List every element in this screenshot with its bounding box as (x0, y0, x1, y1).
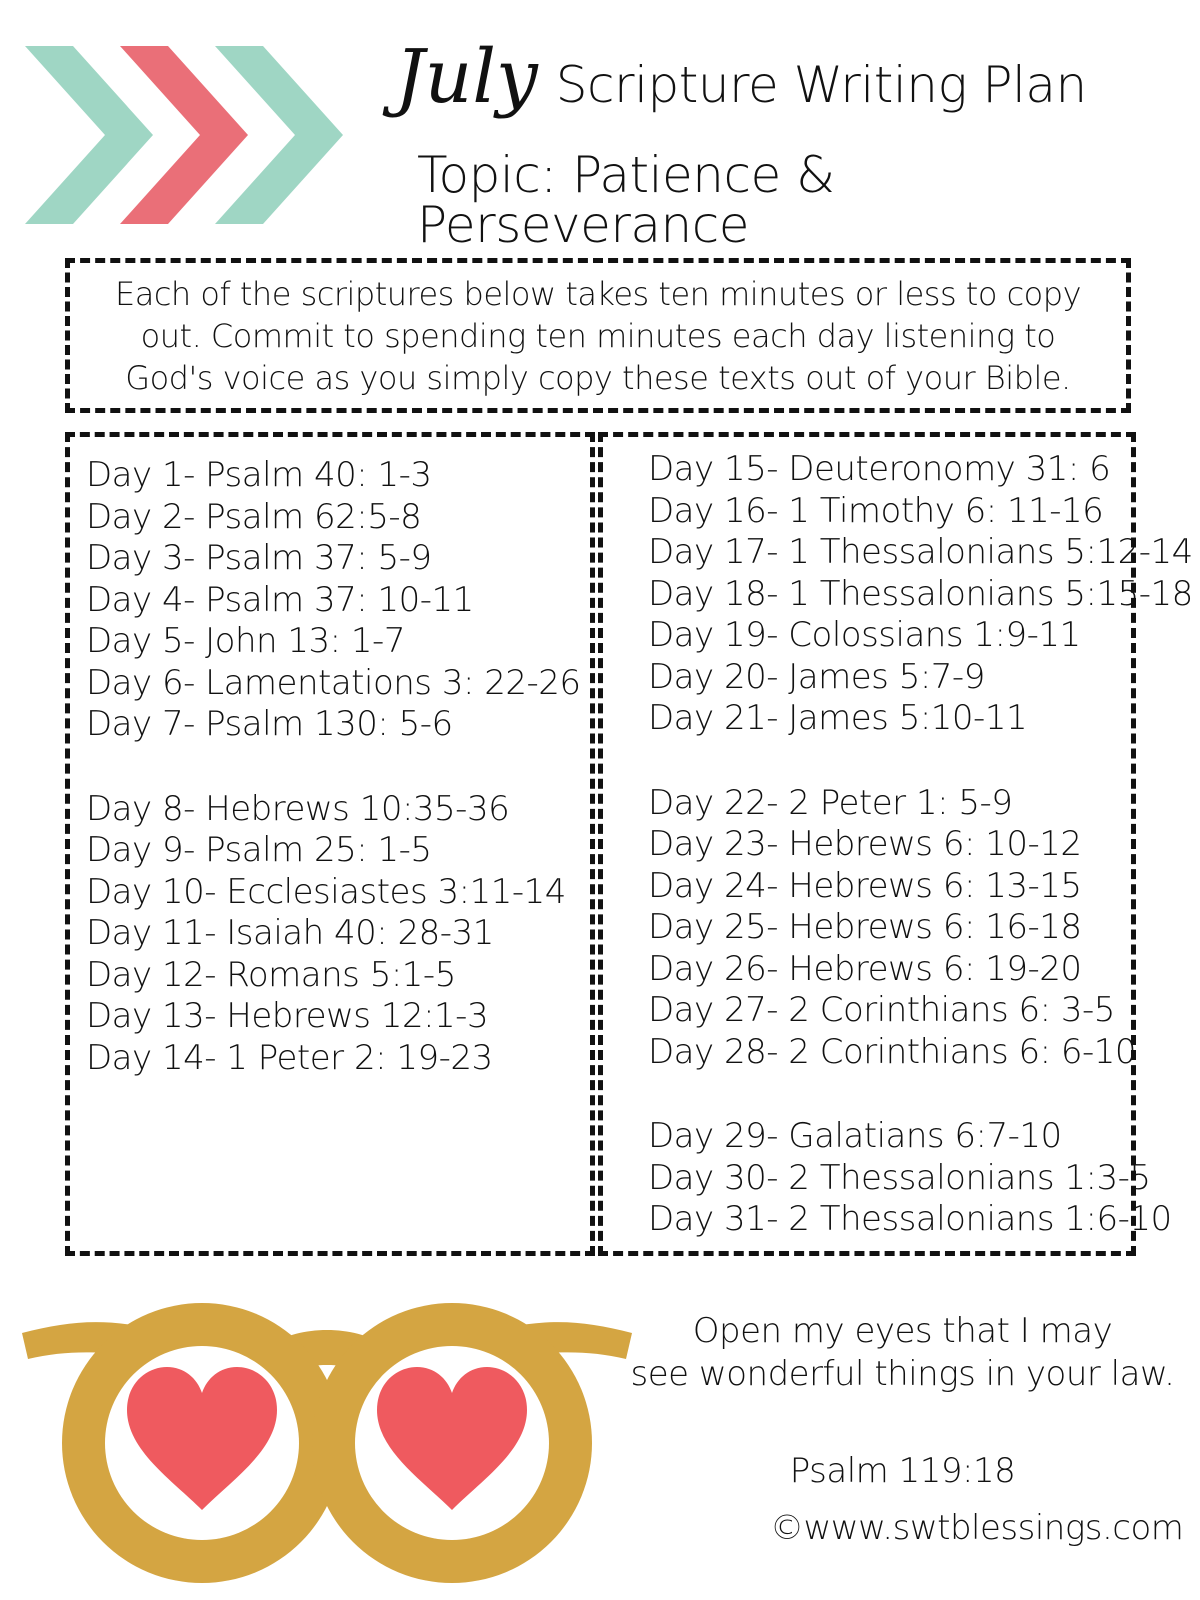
verse-text (630, 1310, 1175, 1396)
reading-day-10: Day 10- Ecclesiastes 3:11-14 (86, 871, 566, 912)
intro-box (65, 258, 1131, 413)
reading-day-5: Day 5- John 13: 1-7 (86, 621, 405, 661)
reading-day-29: Day 29- Galatians 6:7-10 (648, 1116, 1062, 1156)
copyright-link[interactable]: ©www.swtblessings.com (770, 1508, 1184, 1548)
reading-day-4: Day 4- Psalm 37: 10-11 (86, 579, 474, 620)
reading-day-12: Day 12- Romans 5:1-5 (86, 954, 456, 995)
title-block (395, 34, 1175, 254)
title-line (395, 34, 1175, 135)
intro-text: Each of the scriptures below takes ten minutes or less to copy out. Commit to spending ten minutes each day listening to God's voice as you simply copy these texts out of your Bible. (114, 274, 1081, 397)
reading-day-24: Day 24- Hebrews 6: 13-15 (648, 865, 1082, 906)
chevrons-decoration (25, 38, 370, 233)
reading-day-7: Day 7- Psalm 130: 5-6 (86, 704, 453, 744)
reading-day-20: Day 20- James 5:7-9 (648, 656, 985, 697)
reading-list-left (70, 437, 590, 1079)
reading-day-25: Day 25- Hebrews 6: 16-18 (648, 907, 1082, 947)
topic-title: Topic: Patience & Perseverance (417, 146, 835, 254)
reading-column-left (65, 432, 595, 1256)
reading-column-right (598, 432, 1193, 1256)
verse-reference: Psalm 119:18 (789, 1451, 1016, 1491)
reading-day-2: Day 2- Psalm 62:5-8 (86, 496, 422, 537)
plan-title: Scripture Writing Plan (555, 56, 1087, 114)
reading-list-right (603, 437, 1193, 1241)
reading-day-21: Day 21- James 5:10-11 (648, 698, 1028, 738)
month-title: July (395, 34, 538, 120)
reading-day-28: Day 28- 2 Corinthians 6: 6-10 (648, 1031, 1137, 1072)
chevron-mint-left (25, 46, 153, 224)
reading-day-19: Day 19- Colossians 1:9-11 (648, 615, 1081, 655)
reading-day-9: Day 9- Psalm 25: 1-5 (86, 830, 432, 870)
heart-glasses-icon (22, 1285, 632, 1585)
reading-day-13: Day 13- Hebrews 12:1-3 (86, 996, 489, 1036)
reading-day-15: Day 15- Deuteronomy 31: 6 (648, 449, 1111, 489)
reading-day-17: Day 17- 1 Thessalonians 5:12-14 (648, 532, 1193, 572)
reading-day-16: Day 16- 1 Timothy 6: 11-16 (648, 490, 1104, 531)
reading-day-30: Day 30- 2 Thessalonians 1:3-5 (648, 1157, 1151, 1198)
verse-block (630, 1310, 1175, 1491)
reading-day-31: Day 31- 2 Thessalonians 1:6-10 (648, 1199, 1172, 1239)
reading-day-22: Day 22- 2 Peter 1: 5-9 (648, 782, 1013, 823)
reading-day-23: Day 23- Hebrews 6: 10-12 (648, 824, 1082, 864)
reading-day-18: Day 18- 1 Thessalonians 5:15-18 (648, 573, 1193, 614)
reading-day-14: Day 14- 1 Peter 2: 19-23 (86, 1037, 493, 1078)
reading-day-8: Day 8- Hebrews 10:35-36 (86, 788, 510, 829)
reading-day-26: Day 26- Hebrews 6: 19-20 (648, 948, 1082, 989)
reading-day-3: Day 3- Psalm 37: 5-9 (86, 538, 432, 578)
reading-day-27: Day 27- 2 Corinthians 6: 3-5 (648, 990, 1115, 1030)
reading-day-1: Day 1- Psalm 40: 1-3 (86, 455, 432, 495)
reading-day-11: Day 11- Isaiah 40: 28-31 (86, 913, 494, 953)
reading-day-6: Day 6- Lamentations 3: 22-26 (86, 662, 581, 703)
verse-line-2: see wonderful things in your law. (630, 1354, 1175, 1394)
verse-line-1: Open my eyes that I may (692, 1311, 1113, 1351)
